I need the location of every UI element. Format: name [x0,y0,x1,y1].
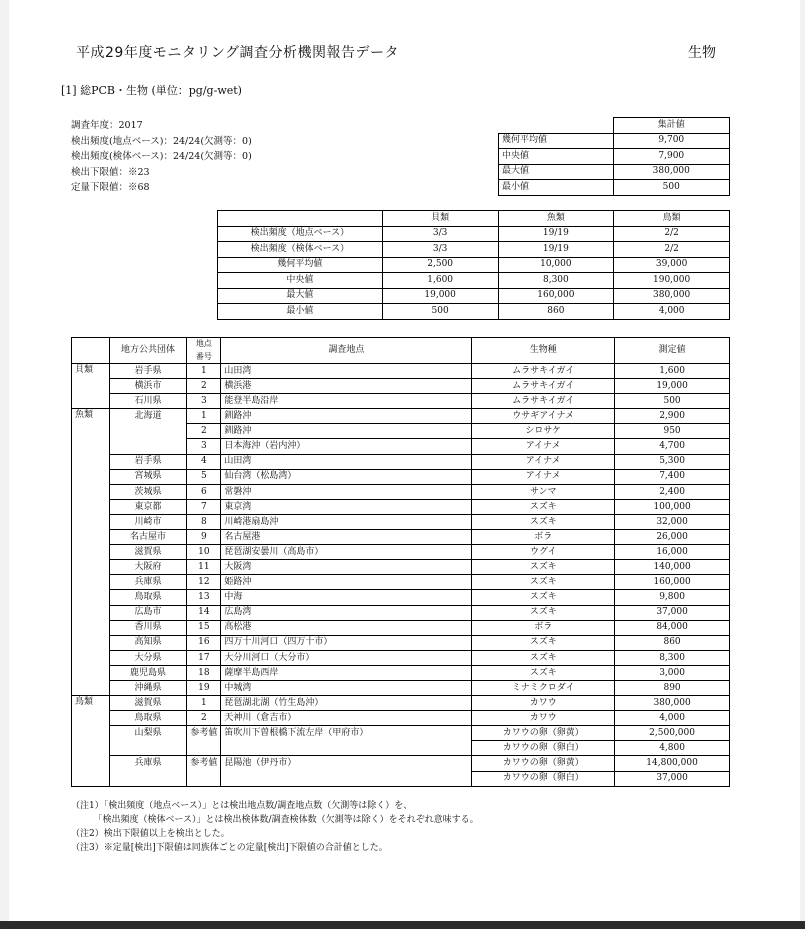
table-row [72,394,730,409]
table-row [72,379,730,394]
species-cell: スズキ [472,514,615,529]
site-number-cell: 17 [187,650,221,665]
site-number-cell: 参考値 [187,726,221,741]
section-subtitle: [1] 総PCB・生物 (単位：pg/g-wet) [61,84,242,97]
site-cell: 釧路沖 [221,409,472,424]
site-number-cell: 16 [187,635,221,650]
site-cell: 名古屋港 [221,530,472,545]
meta-detection-freq-site: 検出頻度(地点ベース)：24/24(欠測等：0) [71,135,252,147]
table-row [72,364,730,379]
org-cell: 岩手県 [109,454,187,469]
species-cell: スズキ [472,605,615,620]
species-cell: ムラサキイガイ [472,364,615,379]
species-cell: サンマ [472,484,615,499]
table-row [72,575,730,590]
group-stats-value: 3/3 [382,226,498,242]
site-number-cell: 4 [187,454,221,469]
value-cell: 140,000 [615,560,730,575]
site-number-cell: 8 [187,514,221,529]
group-stats-value: 860 [498,304,614,320]
group-stats-row [218,273,730,289]
value-cell: 4,700 [615,439,730,454]
species-cell: ミナミクロダイ [472,680,615,695]
org-cell: 滋賀県 [109,696,187,711]
table-row [72,454,730,469]
org-cell: 宮城県 [109,469,187,484]
site-number-cell: 19 [187,680,221,695]
value-cell: 500 [615,394,730,409]
org-cell: 大分県 [109,650,187,665]
summary-value: 380,000 [613,164,729,180]
note-2: （注2）検出下限値以上を検出とした。 [71,829,230,839]
group-stats-value: 1,600 [382,273,498,289]
group-cell: 魚類 [72,409,110,696]
note-3: （注3）※定量[検出]下限値は同族体ごとの定量[検出]下限値の合計値とした。 [71,843,388,853]
value-cell: 7,400 [615,469,730,484]
site-number-cell: 9 [187,530,221,545]
table-row [72,726,730,741]
table-row [72,696,730,711]
table-row [72,650,730,665]
value-cell: 1,600 [615,364,730,379]
species-cell: カワウの卵（卵黄） [472,726,615,741]
table-row [72,711,730,726]
group-col-birds: 鳥類 [614,211,730,227]
table-row [72,469,730,484]
species-cell: ボラ [472,530,615,545]
site-cell: 横浜港 [221,379,472,394]
summary-row [499,149,730,165]
site-number-cell [187,771,221,786]
table-row [72,635,730,650]
site-number-cell: 6 [187,484,221,499]
species-cell: アイナメ [472,439,615,454]
group-stats-value: 2/2 [614,226,730,242]
group-stats-row [218,288,730,304]
site-cell: 天神川（倉吉市） [221,711,472,726]
group-stats-value: 39,000 [614,257,730,273]
site-number-cell: 12 [187,575,221,590]
site-number-cell: 1 [187,364,221,379]
species-cell: スズキ [472,499,615,514]
species-cell: ウグイ [472,545,615,560]
site-number-cell: 3 [187,394,221,409]
site-cell [221,741,472,756]
value-cell: 890 [615,680,730,695]
table-row [72,771,730,786]
value-cell: 16,000 [615,545,730,560]
site-cell [221,771,472,786]
table-row [72,605,730,620]
group-stats-value: 19,000 [382,288,498,304]
species-cell: ムラサキイガイ [472,394,615,409]
value-cell: 100,000 [615,499,730,514]
site-number-cell: 18 [187,665,221,680]
measurement-body [72,364,730,787]
species-cell: スズキ [472,575,615,590]
org-cell: 東京都 [109,499,187,514]
group-stats-label: 最小値 [218,304,383,320]
org-cell: 滋賀県 [109,545,187,560]
org-cell: 兵庫県 [109,756,187,771]
site-number-cell: 参考値 [187,756,221,771]
table-row [72,514,730,529]
group-stats-value: 160,000 [498,288,614,304]
org-cell: 兵庫県 [109,575,187,590]
value-cell: 26,000 [615,530,730,545]
summary-header: 集計値 [613,118,729,134]
value-cell: 19,000 [615,379,730,394]
species-cell: ボラ [472,620,615,635]
value-cell: 380,000 [615,696,730,711]
group-stats-value: 8,300 [498,273,614,289]
species-cell: カワウの卵（卵白） [472,741,615,756]
header-species: 生物種 [472,338,615,364]
group-col-shellfish: 貝類 [382,211,498,227]
summary-value: 7,900 [613,149,729,165]
site-number-cell: 2 [187,711,221,726]
summary-label: 最大値 [499,164,614,180]
group-stats-table [217,210,730,320]
summary-table [498,117,730,196]
org-cell: 大阪府 [109,560,187,575]
group-stats-label: 検出頻度（地点ベース） [218,226,383,242]
table-row [72,620,730,635]
site-cell: 中城湾 [221,680,472,695]
site-cell: 仙台湾（松島湾） [221,469,472,484]
group-stats-label: 中央値 [218,273,383,289]
group-cell: 鳥類 [72,696,110,787]
org-cell: 北海道 [109,409,187,424]
org-cell [109,424,187,439]
header-org: 地方公共団体 [109,338,187,364]
site-cell: 笛吹川下曽根橋下流左岸（甲府市） [221,726,472,741]
site-cell: 広島湾 [221,605,472,620]
org-cell: 横浜市 [109,379,187,394]
meta-detection-limit: 検出下限値：※23 [71,166,150,178]
site-cell: 能登半島沿岸 [221,394,472,409]
value-cell: 950 [615,424,730,439]
group-stats-row [218,242,730,258]
group-stats-value: 190,000 [614,273,730,289]
site-cell: 昆陽池（伊丹市） [221,756,472,771]
species-cell: カワウ [472,711,615,726]
species-cell: スズキ [472,650,615,665]
value-cell: 4,800 [615,741,730,756]
meta-quantification-limit: 定量下限値：※68 [71,182,150,193]
group-stats-row [218,257,730,273]
summary-value: 9,700 [613,133,729,149]
site-cell: 山田湾 [221,454,472,469]
value-cell: 84,000 [615,620,730,635]
org-cell [109,771,187,786]
site-number-cell: 14 [187,605,221,620]
header-site: 調査地点 [221,338,472,364]
site-cell: 東京湾 [221,499,472,514]
site-cell: 四万十川河口（四万十市） [221,635,472,650]
group-stats-body [218,226,730,319]
site-cell: 薩摩半島西岸 [221,665,472,680]
table-row [72,545,730,560]
group-stats-value: 500 [382,304,498,320]
summary-header-row [499,118,730,134]
page-title: 平成29年度モニタリング調査分析機関報告データ [76,45,400,61]
site-number-cell: 10 [187,545,221,560]
value-cell: 32,000 [615,514,730,529]
site-cell: 中海 [221,590,472,605]
site-number-cell: 15 [187,620,221,635]
table-row [72,530,730,545]
group-stats-value: 3/3 [382,242,498,258]
value-cell: 4,000 [615,711,730,726]
site-cell: 大阪湾 [221,560,472,575]
group-stats-value: 19/19 [498,226,614,242]
value-cell: 14,800,000 [615,756,730,771]
table-row [72,665,730,680]
org-cell: 山梨県 [109,726,187,741]
group-stats-value: 380,000 [614,288,730,304]
value-cell: 2,900 [615,409,730,424]
site-cell: 日本海沖（岩内沖） [221,439,472,454]
summary-label: 最小値 [499,180,614,196]
species-cell: ウサギアイナメ [472,409,615,424]
meta-detection-freq-sample: 検出頻度(検体ベース)：24/24(欠測等：0) [71,151,252,162]
value-cell: 860 [615,635,730,650]
site-cell: 大分川河口（大分市） [221,650,472,665]
org-cell: 高知県 [109,635,187,650]
note-1: （注1）「検出頻度（地点ベース）」とは検出地点数/調査地点数（欠測等は除く）を、 [71,801,413,811]
org-cell: 沖縄県 [109,680,187,695]
footnotes [71,799,479,855]
org-cell: 茨城県 [109,484,187,499]
group-col-fish: 魚類 [498,211,614,227]
site-number-cell: 13 [187,590,221,605]
org-cell [109,439,187,454]
site-number-cell: 5 [187,469,221,484]
org-cell: 香川県 [109,620,187,635]
species-cell: スズキ [472,560,615,575]
species-cell: カワウ [472,696,615,711]
group-stats-label: 検出頻度（検体ベース） [218,242,383,258]
species-cell: スズキ [472,665,615,680]
value-cell: 2,400 [615,484,730,499]
meta-survey-year: 調査年度：2017 [71,120,143,131]
group-stats-value: 2,500 [382,257,498,273]
table-row [72,439,730,454]
table-row [72,590,730,605]
table-row [72,484,730,499]
site-cell: 釧路沖 [221,424,472,439]
group-stats-value: 19/19 [498,242,614,258]
species-cell: スズキ [472,590,615,605]
org-cell: 鳥取県 [109,711,187,726]
species-cell: カワウの卵（卵黄） [472,756,615,771]
table-row [72,741,730,756]
site-number-cell: 11 [187,560,221,575]
org-cell: 川崎市 [109,514,187,529]
group-header-row [218,211,730,227]
site-number-cell: 1 [187,409,221,424]
group-cell: 貝類 [72,364,110,409]
value-cell: 2,500,000 [615,726,730,741]
org-cell: 鹿児島県 [109,665,187,680]
site-cell: 琵琶湖安曇川（高島市） [221,545,472,560]
summary-row [499,164,730,180]
value-cell: 160,000 [615,575,730,590]
table-row [72,560,730,575]
site-cell: 常磐沖 [221,484,472,499]
header-value: 測定値 [615,338,730,364]
group-stats-label: 最大値 [218,288,383,304]
site-number-cell: 2 [187,424,221,439]
note-1-cont: 「検出頻度（検体ベース）」とは検出検体数/調査検体数（欠測等は除く）をそれぞれ意味する。 [71,815,479,825]
org-cell: 石川県 [109,394,187,409]
group-stats-row [218,304,730,320]
summary-label: 中央値 [499,149,614,165]
species-cell: アイナメ [472,469,615,484]
table-row [72,756,730,771]
summary-row [499,180,730,196]
survey-meta [71,118,252,196]
header-site-number: 地点 番号 [187,338,221,364]
table-row [72,499,730,514]
site-cell: 高松港 [221,620,472,635]
species-cell: スズキ [472,635,615,650]
group-stats-value: 10,000 [498,257,614,273]
site-number-cell: 3 [187,439,221,454]
species-cell: アイナメ [472,454,615,469]
org-cell: 鳥取県 [109,590,187,605]
site-cell: 琵琶湖北湖（竹生島沖） [221,696,472,711]
site-cell: 山田湾 [221,364,472,379]
species-cell: カワウの卵（卵白） [472,771,615,786]
site-cell: 川崎港扇島沖 [221,514,472,529]
value-cell: 37,000 [615,605,730,620]
org-cell [109,741,187,756]
site-number-cell: 2 [187,379,221,394]
site-number-cell: 1 [187,696,221,711]
measurement-header-row [72,338,730,364]
table-row [72,680,730,695]
org-cell: 岩手県 [109,364,187,379]
value-cell: 5,300 [615,454,730,469]
group-stats-value: 2/2 [614,242,730,258]
site-cell: 姫路沖 [221,575,472,590]
value-cell: 9,800 [615,590,730,605]
table-row [72,409,730,424]
table-row [72,424,730,439]
category-label: 生物 [688,45,716,61]
group-stats-label: 幾何平均値 [218,257,383,273]
group-stats-row [218,226,730,242]
site-number-cell [187,741,221,756]
species-cell: ムラサキイガイ [472,379,615,394]
org-cell: 名古屋市 [109,530,187,545]
group-stats-value: 4,000 [614,304,730,320]
value-cell: 37,000 [615,771,730,786]
site-number-cell: 7 [187,499,221,514]
value-cell: 3,000 [615,665,730,680]
measurement-table [71,337,730,787]
species-cell: シロサケ [472,424,615,439]
summary-row [499,133,730,149]
org-cell: 広島市 [109,605,187,620]
summary-label: 幾何平均値 [499,133,614,149]
summary-value: 500 [613,180,729,196]
bottom-bar [0,921,805,929]
value-cell: 8,300 [615,650,730,665]
